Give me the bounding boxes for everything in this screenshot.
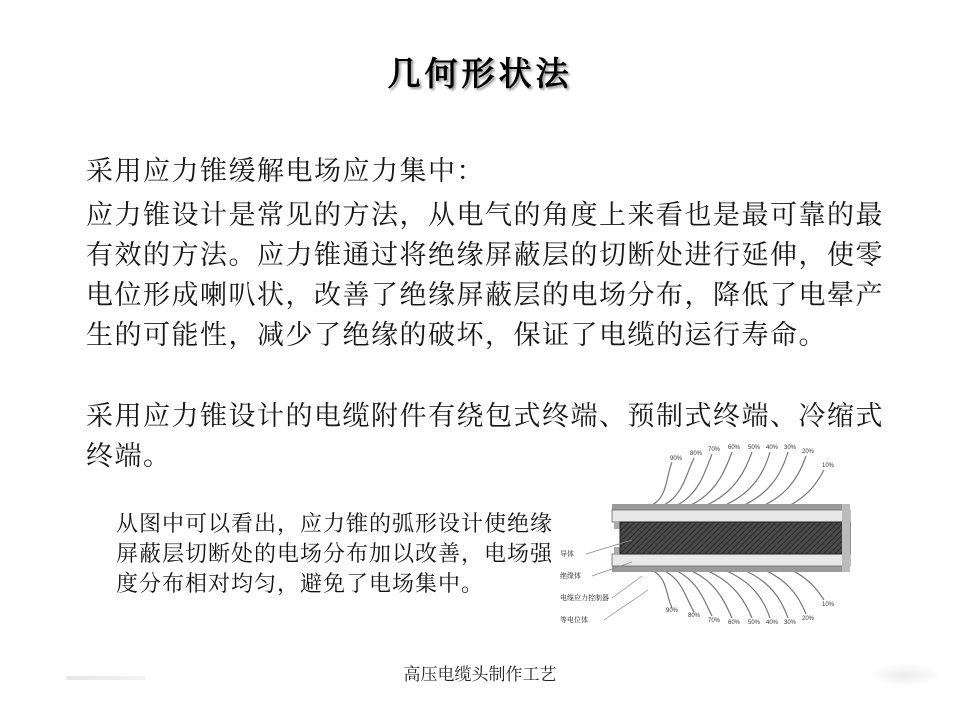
- pct-bottom-50: 50%: [748, 620, 761, 626]
- pct-top-50: 50%: [748, 445, 761, 451]
- pct-bottom-40: 40%: [766, 620, 779, 626]
- label-insulator: 绝缘体: [560, 572, 581, 580]
- pct-top-40: 40%: [766, 445, 779, 451]
- insulation-top: [612, 504, 850, 510]
- pct-bottom-70: 70%: [708, 618, 721, 624]
- pct-top-10: 10%: [822, 463, 835, 469]
- pct-top-30: 30%: [784, 445, 797, 451]
- conductor: [620, 522, 850, 554]
- pct-bottom-60: 60%: [728, 620, 741, 626]
- stress-cone-svg: [552, 440, 870, 636]
- footer-decoration-right: [870, 664, 940, 686]
- pct-bottom-10: 10%: [822, 602, 835, 608]
- cable-end: [842, 504, 850, 572]
- pct-bottom-80: 80%: [688, 613, 701, 619]
- pct-top-60: 60%: [728, 445, 741, 451]
- diagram-caption: 从图中可以看出，应力锥的弧形设计使绝缘屏蔽层切断处的电场分布加以改善，电场强度分布相对均匀，避免了电场集中。: [116, 512, 554, 597]
- insulation-bottom: [612, 566, 850, 572]
- percent-labels-top: [670, 445, 835, 469]
- slide-title: 几何形状法: [387, 54, 573, 93]
- pct-bottom-20: 20%: [802, 616, 815, 622]
- label-equipotential: 等电位体: [560, 616, 588, 624]
- label-stress-controller: 电缆应力控制器: [560, 594, 609, 602]
- pct-bottom-90: 90%: [666, 608, 679, 614]
- component-labels: [560, 549, 609, 624]
- stress-cone-paragraph: 应力锥设计是常见的方法，从电气的角度上来看也是最可靠的最有效的方法。应力锥通过将绝缘屏蔽层的切断处进行延伸，使零电位形成喇叭状，改善了绝缘屏蔽层的电场分布，降低了电晕产生的可能性，减少了绝缘的破坏，保证了电缆的运行寿命。: [86, 200, 884, 351]
- insulator-top: [612, 510, 850, 522]
- stress-cone-diagram: [552, 440, 870, 636]
- pct-top-90: 90%: [670, 456, 683, 462]
- label-conductor: 导体: [560, 550, 574, 558]
- footer-title: 高压电缆头制作工艺: [403, 665, 557, 684]
- accessories-paragraph: 采用应力锥设计的电缆附件有绕包式终端、预制式终端、冷缩式终端。: [86, 401, 884, 472]
- pct-bottom-30: 30%: [784, 620, 797, 626]
- pct-top-20: 20%: [802, 449, 815, 455]
- pct-top-70: 70%: [708, 447, 721, 453]
- intro-paragraph: 采用应力锥缓解电场应力集中：: [86, 156, 485, 187]
- insulator-bottom: [612, 554, 850, 566]
- pct-top-80: 80%: [690, 451, 703, 457]
